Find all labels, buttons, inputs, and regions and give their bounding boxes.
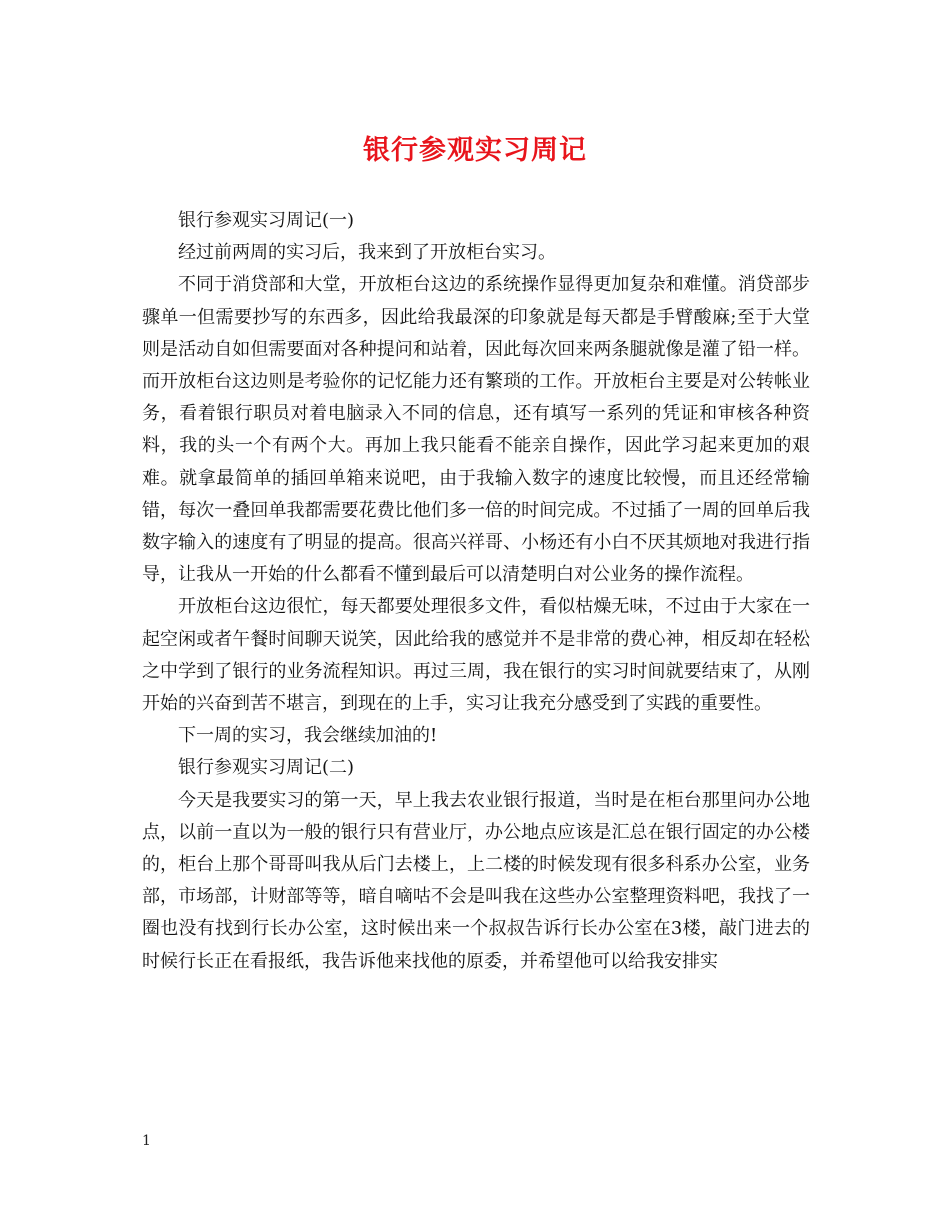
paragraph-reflection: 开放柜台这边很忙，每天都要处理很多文件，看似枯燥无味，不过由于大家在一起空闲或者午餐时间聊天说笑，因此给我的感觉并不是非常的费心神，相反却在轻松之中学到了银行的业务流程知识。再过三周，我在银行的实习时间就要结束了，从刚开始的兴奋到苦不堪言，到现在的上手，实习让我充分感受到了实践的重要性。 bbox=[142, 596, 810, 715]
paragraph-heading-1: 银行参观实习周记(一) bbox=[178, 210, 355, 231]
paragraph-intro: 经过前两周的实习后，我来到了开放柜台实习。 bbox=[178, 242, 556, 264]
document-title: 银行参观实习周记 bbox=[363, 135, 587, 166]
document-body bbox=[142, 205, 810, 978]
page-number: 1 bbox=[142, 1133, 151, 1149]
paragraph-first-day: 今天是我要实习的第一天，早上我去农业银行报道，当时是在柜台那里问办公地点，以前一直以为一般的银行只有营业厅，办公地点应该是汇总在银行固定的办公楼的，柜台上那个哥哥叫我从后门去楼上，上二楼的时候发现有很多科系办公室，业务部，市场部，计财部等等，暗自嘀咕不会是叫我在这些办公室整理资料吧，我找了一圈也没有找到行长办公室，这时候出来一个叔叔告诉行长办公室在3楼，敲门进去的时候行长正在看报纸，我告诉他来找他的原委，并希望他可以给我安排实 bbox=[142, 789, 810, 972]
paragraph-counter-work: 不同于消贷部和大堂，开放柜台这边的系统操作显得更加复杂和难懂。消贷部步骤单一但需要抄写的东西多，因此给我最深的印象就是每天都是手臂酸麻;至于大堂则是活动自如但需要面对各种提问和站着，因此每次回来两条腿就像是灌了铅一样。而开放柜台这边则是考验你的记忆能力还有繁琐的工作。开放柜台主要是对公转帐业务，看着银行职员对着电脑录入不同的信息，还有填写一系列的凭证和审核各种资料，我的头一个有两个大。再加上我只能看不能亲自操作，因此学习起来更加的艰难。就拿最简单的插回单箱来说吧，由于我输入数字的速度比较慢，而且还经常输错，每次一叠回单我都需要花费比他们多一倍的时间完成。不过插了一周的回单后我数字输入的速度有了明显的提高。很高兴祥哥、小杨还有小白不厌其烦地对我进行指导，让我从一开始的什么都看不懂到最后可以清楚明白对公业务的操作流程。 bbox=[142, 274, 810, 586]
paragraph-heading-2: 银行参观实习周记(二) bbox=[178, 757, 355, 779]
paragraph-next-week: 下一周的实习，我会继续加油的! bbox=[178, 725, 438, 747]
